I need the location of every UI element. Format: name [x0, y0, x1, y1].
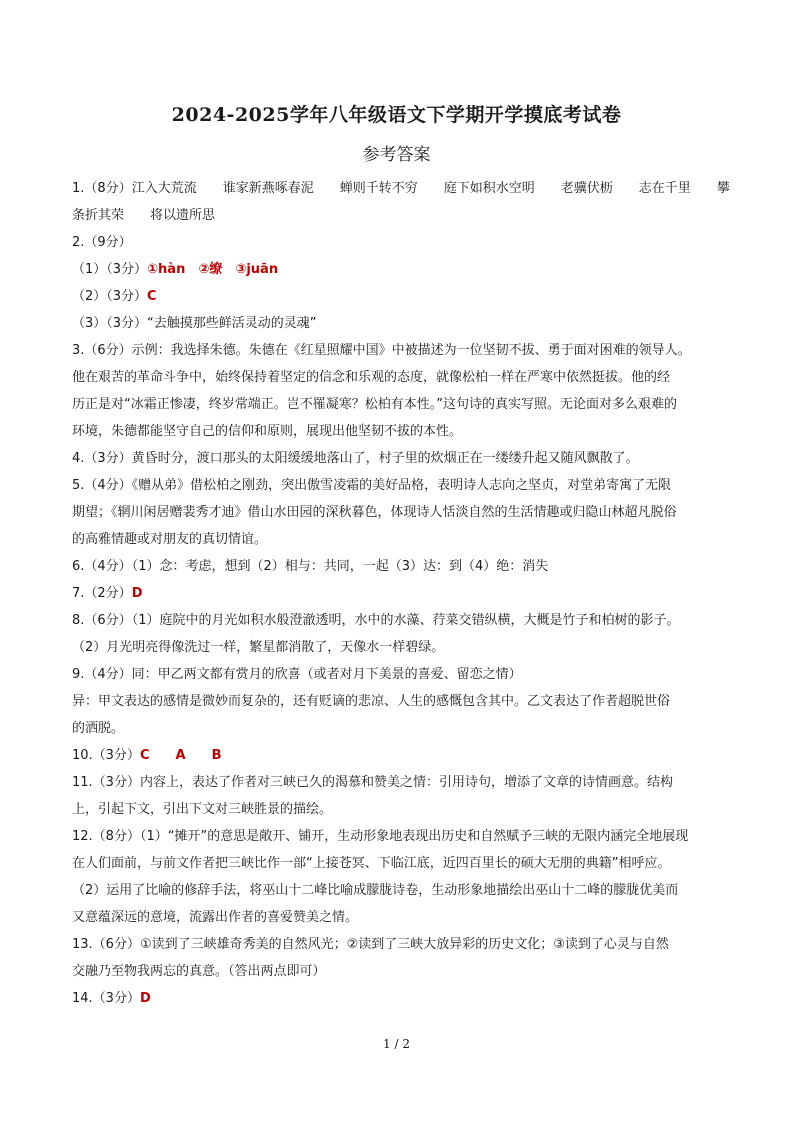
answer-q14: 14.（3分）D: [72, 991, 151, 1006]
q1-item: 谁家新燕啄春泥: [222, 181, 314, 196]
answer-q12: 12.（8分）（1）“摊开”的意思是敞开、铺开，生动形象地表现出历史和自然赋予三峡的无限内涵完全地展现: [72, 829, 689, 844]
answer-q5-line: 期望；《辋川闲居赠裴秀才迪》借山水田园的深秋暮色，体现诗人恬淡自然的生活情趣或归隐山林超凡脱俗: [72, 505, 677, 520]
answer-q8: 8.（6分）（1）庭院中的月光如积水般澄澈透明，水中的水藻、荇菜交错纵横，大概是竹子和柏树的影子。: [72, 613, 680, 628]
answer-q2-sub1: （1）（3分）①hàn ②缭 ③juān: [72, 262, 279, 277]
q12-line1: （1）“摊开”的意思是敞开、铺开，生动形象地表现出历史和自然赋予三峡的无限内涵完全地展现: [139, 829, 689, 844]
answer-q13-line: 交融乃至物我两忘的真意。（答出两点即可）: [72, 964, 326, 979]
answer-q3-line: 3.（6分）示例：我选择朱德。朱德在《红星照耀中国》中被描述为一位坚韧不拔、勇于面对困难的领导人。: [72, 343, 691, 358]
answer-content: [72, 175, 732, 1012]
answer-q12-line: （2）运用了比喻的修辞手法，将巫山十二峰比喻成朦胧诗卷，生动形象地描绘出巫山十二峰的朦胧优美而: [72, 883, 679, 898]
answer-q12-line: 又意蕴深远的意境，流露出作者的喜爱赞美之情。: [72, 910, 359, 925]
answer-q7: 7.（2分）D: [72, 586, 143, 601]
answer-q1: [72, 175, 732, 229]
page-subtitle: 参考答案: [362, 145, 431, 165]
q1-item: 庭下如积水空明: [443, 181, 535, 196]
q1-item: 江入大荒流: [131, 181, 197, 196]
page-title: 2024-2025学年八年级语文下学期开学摸底考试卷: [171, 104, 622, 126]
answer-q4: 4.（3分）黄昏时分，渡口那头的太阳缓缓地落山了，村子里的炊烟正在一缕缕升起又随风飘散了。: [72, 451, 639, 466]
q1-item: 蝉则千转不穷: [339, 181, 418, 196]
answer-q6: 6.（4分）（1）念：考虑，想到（2）相与：共同，一起（3）达：到（4）绝：消失: [72, 559, 549, 574]
q6-answer: （1）念：考虑，想到（2）相与：共同，一起（3）达：到（4）绝：消失: [131, 559, 549, 574]
answer-q2-sub3: （3）（3分）“去触摸那些鲜活灵动的灵魂”: [72, 316, 317, 331]
q7-answer: D: [131, 586, 143, 601]
answer-q5-line: 的高雅情趣或对朋友的真切情谊。: [72, 532, 268, 547]
answer-q3-line: 他在艰苦的革命斗争中，始终保持着坚定的信念和乐观的态度，就像松柏一样在严寒中依然挺拔。他的经: [72, 370, 671, 385]
answer-q11-line: 上，引起下文，引出下文对三峡胜景的描绘。: [72, 802, 333, 817]
q8-line1: （1）庭院中的月光如积水般澄澈透明，水中的水藻、荇菜交错纵横，大概是竹子和柏树的影子。: [131, 613, 680, 628]
answer-q3-line: 环境，朱德都能坚守自己的信仰和原则，展现出他坚韧不拔的本性。: [72, 424, 463, 439]
q14-answer: D: [139, 991, 151, 1006]
answer-q9-line: 异：甲文表达的感情是微妙而复杂的，还有贬谪的悲凉、人生的感慨包含其中。乙文表达了作者超脱世俗: [72, 694, 671, 709]
answer-q8-line2: （2）月光明亮得像洗过一样，繁星都消散了，天像水一样碧绿。: [72, 640, 445, 655]
q1-item: 攀条折其荣: [72, 181, 730, 223]
q10-answer: C: [139, 748, 150, 763]
answer-q10: 10.（3分）C A B: [72, 748, 222, 763]
q2-sub2-answer: C: [147, 289, 157, 304]
q1-item: 将以遗所思: [150, 208, 216, 223]
answer-q2: 2.（9分）: [72, 235, 132, 250]
q1-item: 志在千里: [638, 181, 691, 196]
q2-sub3-answer: “去触摸那些鲜活灵动的灵魂”: [147, 316, 317, 331]
answer-q9-line: 的洒脱。: [72, 721, 125, 736]
q1-label: 1.（8分）: [72, 181, 132, 196]
answer-q2-sub2: （2）（3分）C: [72, 289, 157, 304]
answer-q12-line: 在人们面前，与前文作者把三峡比作一部“上接苍冥、下临江底，近四百里长的硕大无朋的典籍”相呼应。: [72, 856, 671, 871]
answer-q5-line: 5.（4分）《赠从弟》借松柏之刚劲，突出傲雪凌霜的美好品格，表明诗人志向之坚贞，对堂弟寄寓了无限: [72, 478, 672, 493]
q2-sub1-answer: ①hàn ②缭 ③juān: [147, 262, 279, 277]
q1-item: 老骥伏枥: [560, 181, 613, 196]
answer-q3-line: 历正是对“冰霜正惨凄，终岁常端正。岂不罹凝寒？松柏有本性。”这句诗的真实写照。无论面对多么艰难的: [72, 397, 677, 412]
answer-q9-line: 9.（4分）同：甲乙两文都有赏月的欣喜（或者对月下美景的喜爱、留恋之情）: [72, 667, 522, 682]
answer-q13-line: 13.（6分）①读到了三峡雄奇秀美的自然风光；②读到了三峡大放异彩的历史文化；③读到了心灵与自然: [72, 937, 669, 952]
answer-q11-line: 11.（3分）内容上，表达了作者对三峡已久的渴慕和赞美之情：引用诗句，增添了文章的诗情画意。结构: [72, 775, 673, 790]
q10-answer: A: [175, 748, 186, 763]
q10-answer: B: [211, 748, 222, 763]
page-number: 1 / 2: [383, 1037, 410, 1051]
